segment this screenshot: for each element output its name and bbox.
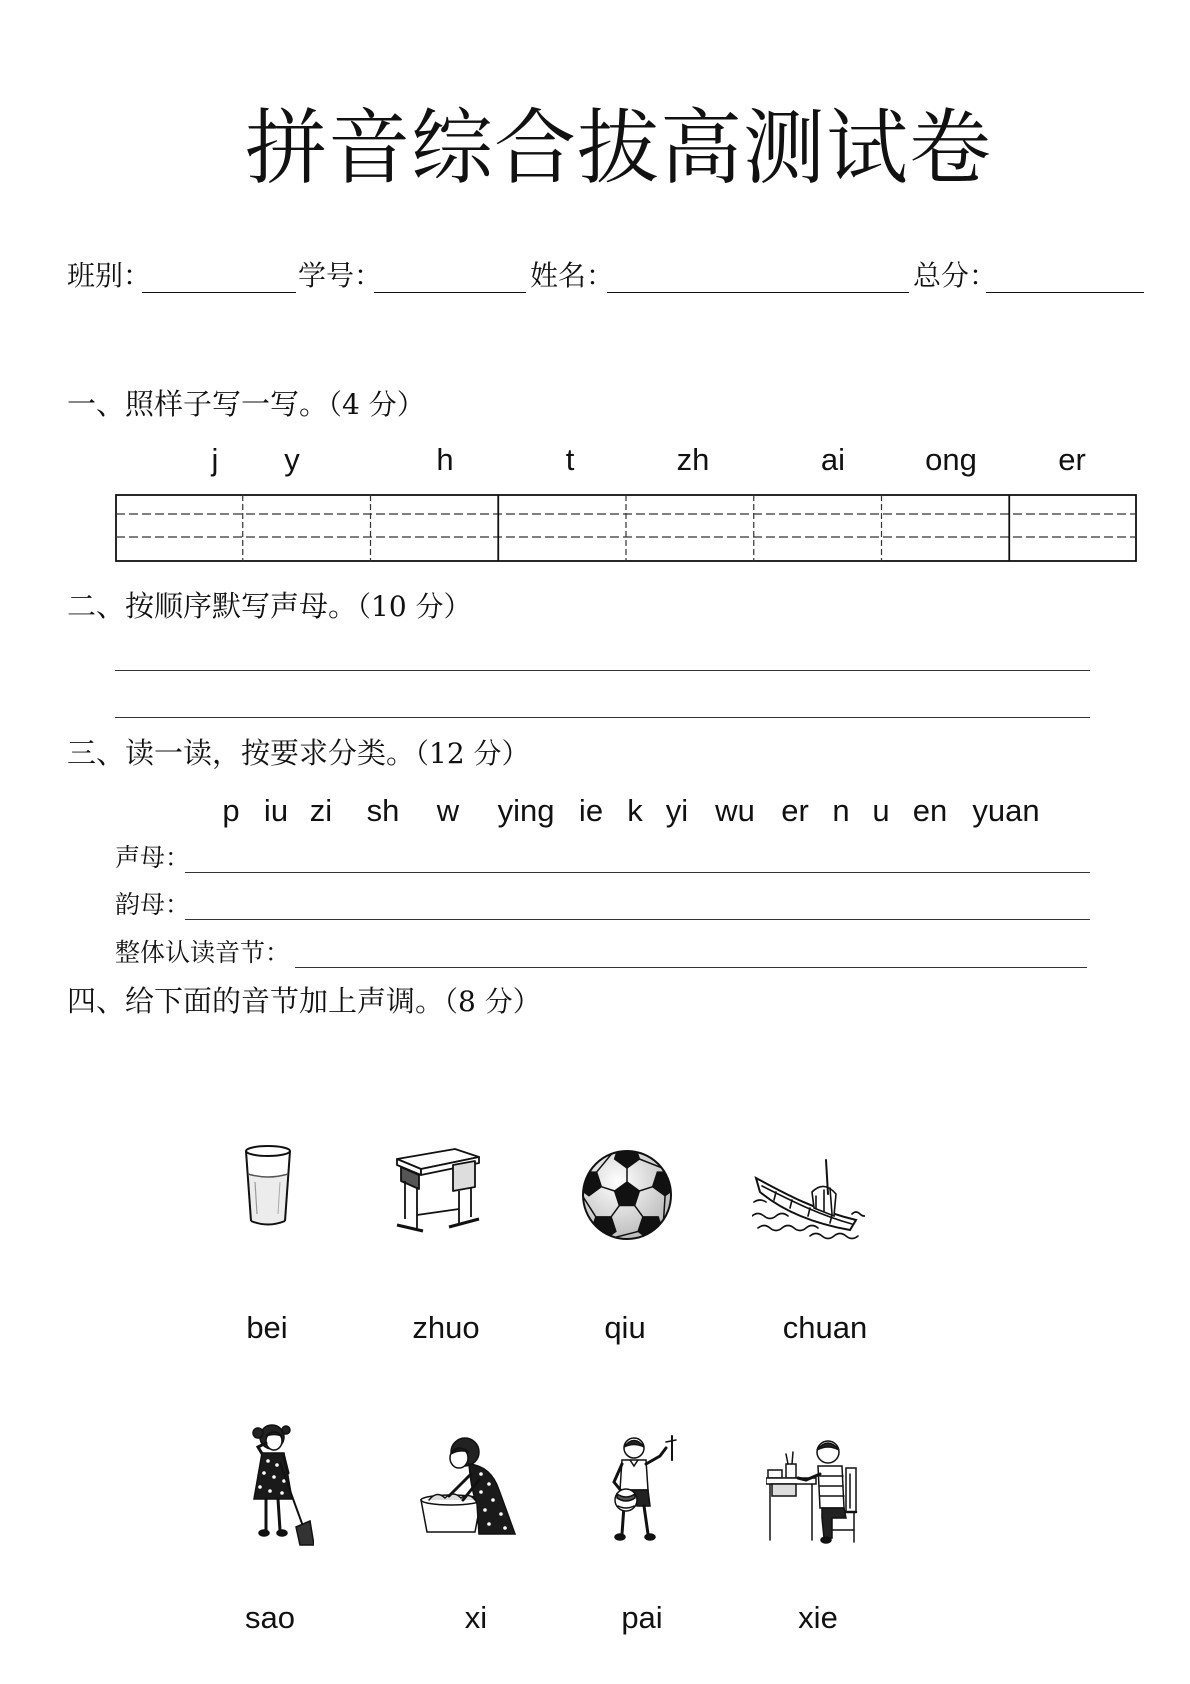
example-letter: t (565, 442, 575, 477)
section-1-score: （4 分） (328, 388, 425, 421)
syllable: yi (665, 793, 689, 828)
syllable: n (832, 793, 850, 828)
syllable: sh (366, 793, 400, 828)
syllable: u (872, 793, 890, 828)
syllable: p (222, 793, 240, 828)
syllable: er (781, 793, 809, 828)
name-label: 姓名： (530, 259, 615, 292)
syllable-label: xi (464, 1600, 488, 1635)
section-3-title: 三、读一读，按要求分类。 (67, 736, 416, 770)
section-4-heading (67, 984, 541, 1018)
syllable: zi (309, 793, 333, 828)
category-label-finals: 韵母： (115, 890, 191, 919)
example-letter: ai (820, 442, 846, 477)
syllable: iu (263, 793, 289, 828)
example-letter: ong (925, 442, 977, 477)
section-4-title: 四、给下面的音节加上声调。 (67, 984, 445, 1018)
answer-line (115, 717, 1090, 718)
section-2-score: （10 分） (357, 590, 472, 623)
syllable: yuan (972, 793, 1040, 828)
girl-washing-icon (419, 1434, 523, 1538)
section-3-score: （12 分） (415, 737, 530, 770)
syllable-label: sao (245, 1600, 295, 1635)
answer-line (115, 670, 1090, 671)
syllable-label: xie (798, 1600, 838, 1635)
syllable-label: qiu (604, 1310, 646, 1345)
student-number-field-line (374, 292, 526, 293)
name-field-line (607, 292, 909, 293)
boy-bouncing-ball-icon (604, 1434, 679, 1547)
example-letter: h (436, 442, 454, 477)
boy-writing-icon (766, 1434, 865, 1547)
boat-icon (752, 1158, 865, 1240)
section-4-score: （8 分） (444, 985, 541, 1018)
desk-icon (393, 1145, 481, 1237)
section-1-heading (67, 387, 425, 421)
syllable: ie (578, 793, 604, 828)
answer-line (185, 872, 1090, 873)
section-2-title: 二、按顺序默写声母。 (67, 589, 358, 623)
section-1-title: 一、照样子写一写。 (67, 387, 329, 421)
syllable: k (627, 793, 643, 828)
category-label-initials: 声母： (115, 843, 191, 872)
cup-icon (243, 1144, 293, 1228)
section-2-heading (67, 589, 472, 623)
example-letter: zh (676, 442, 710, 477)
class-label: 班别： (67, 259, 152, 292)
syllable: wu (715, 793, 755, 828)
page-title: 拼音综合拔高测试卷 (245, 101, 993, 196)
syllable-label: chuan (782, 1310, 868, 1345)
answer-line (295, 967, 1087, 968)
example-letter: y (284, 442, 300, 477)
syllable-label: bei (246, 1310, 288, 1345)
four-line-grid (115, 494, 1137, 562)
total-score-field-line (986, 292, 1144, 293)
section-3-heading (67, 736, 530, 770)
total-score-label: 总分： (913, 259, 998, 292)
syllable-label: pai (621, 1600, 663, 1635)
syllable-label: zhuo (412, 1310, 480, 1345)
example-letter: er (1058, 442, 1086, 477)
student-number-label: 学号： (298, 259, 383, 292)
category-label-whole-syllables: 整体认读音节： (115, 938, 291, 967)
class-field-line (142, 292, 296, 293)
answer-line (185, 919, 1090, 920)
syllable: ying (497, 793, 555, 828)
syllable: en (912, 793, 948, 828)
girl-sweeping-icon (244, 1423, 314, 1547)
soccer-ball-icon (581, 1148, 673, 1243)
syllable: w (436, 793, 460, 828)
example-letter: j (211, 442, 219, 477)
